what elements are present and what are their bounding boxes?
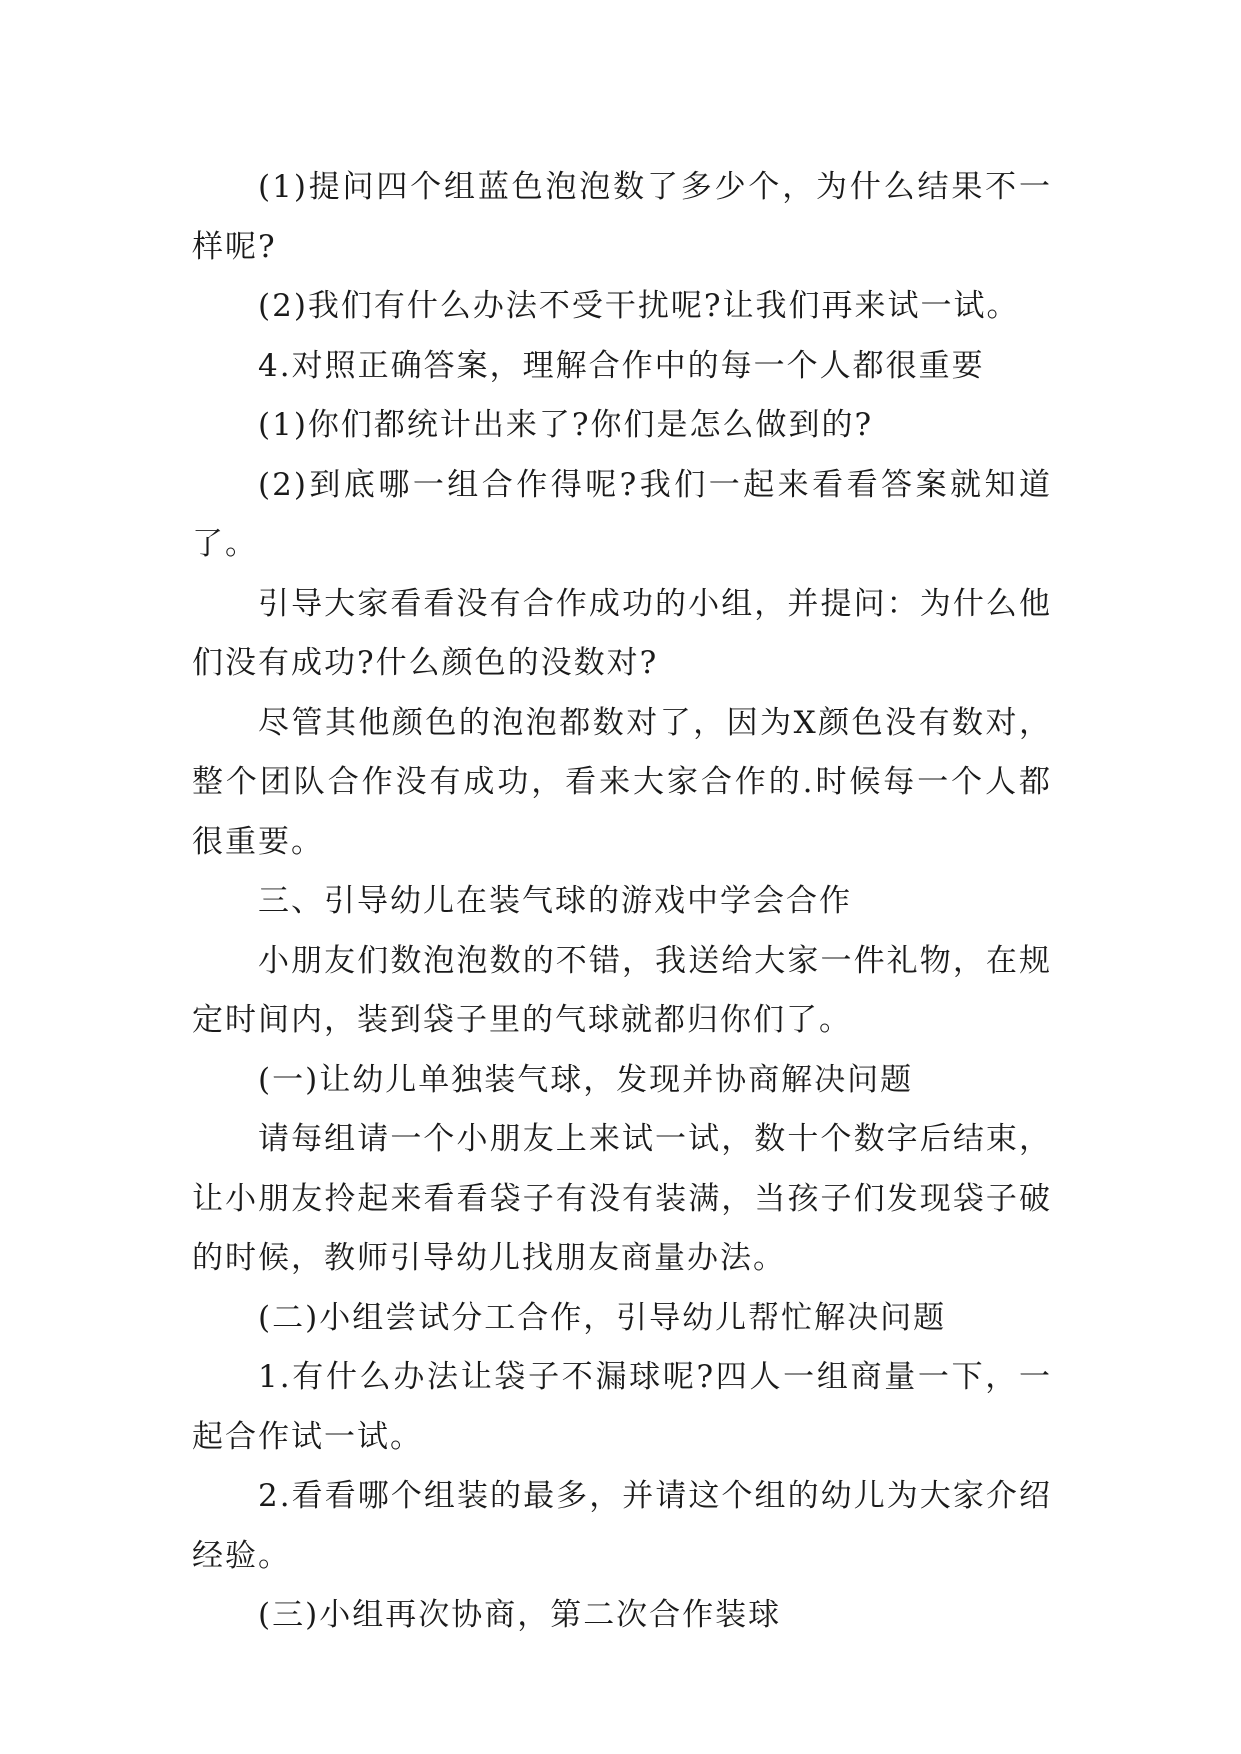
document-body xyxy=(192,158,1052,1646)
paragraph: 4.对照正确答案，理解合作中的每一个人都很重要 xyxy=(258,347,985,384)
section-heading: 三、引导幼儿在装气球的游戏中学会合作 xyxy=(258,883,852,919)
paragraph: (1)你们都统计出来了?你们是怎么做到的? xyxy=(258,407,874,443)
subsection-heading: (二)小组尝试分工合作，引导幼儿帮忙解决问题 xyxy=(258,1299,947,1336)
subsection-heading: (一)让幼儿单独装气球，发现并协商解决问题 xyxy=(258,1061,914,1098)
paragraph: 请每组请一个小朋友上来试一试，数十个数字后结束，让小朋友拎起来看看袋子有没有装满，当孩子们发现袋子破的时候，教师引导幼儿找朋友商量办法。 xyxy=(192,1121,1052,1276)
paragraph: (1)提问四个组蓝色泡泡数了多少个，为什么结果不一样呢? xyxy=(192,169,1052,265)
paragraph: 尽管其他颜色的泡泡都数对了，因为X颜色没有数对，整个团队合作没有成功，看来大家合作的.时候每一个人都很重要。 xyxy=(192,704,1052,860)
paragraph: (2)我们有什么办法不受干扰呢?让我们再来试一试。 xyxy=(258,288,1020,324)
subsection-heading: (三)小组再次协商，第二次合作装球 xyxy=(258,1597,782,1633)
paragraph: 2.看看哪个组装的最多，并请这个组的幼儿为大家介绍经验。 xyxy=(192,1478,1052,1574)
paragraph: 1.有什么办法让袋子不漏球呢?四人一组商量一下，一起合作试一试。 xyxy=(192,1359,1052,1455)
paragraph: (2)到底哪一组合作得呢?我们一起来看看答案就知道了。 xyxy=(192,466,1052,562)
paragraph: 小朋友们数泡泡数的不错，我送给大家一件礼物，在规定时间内，装到袋子里的气球就都归你们了。 xyxy=(192,942,1052,1038)
paragraph: 引导大家看看没有合作成功的小组，并提问：为什么他们没有成功?什么颜色的没数对? xyxy=(192,585,1052,681)
